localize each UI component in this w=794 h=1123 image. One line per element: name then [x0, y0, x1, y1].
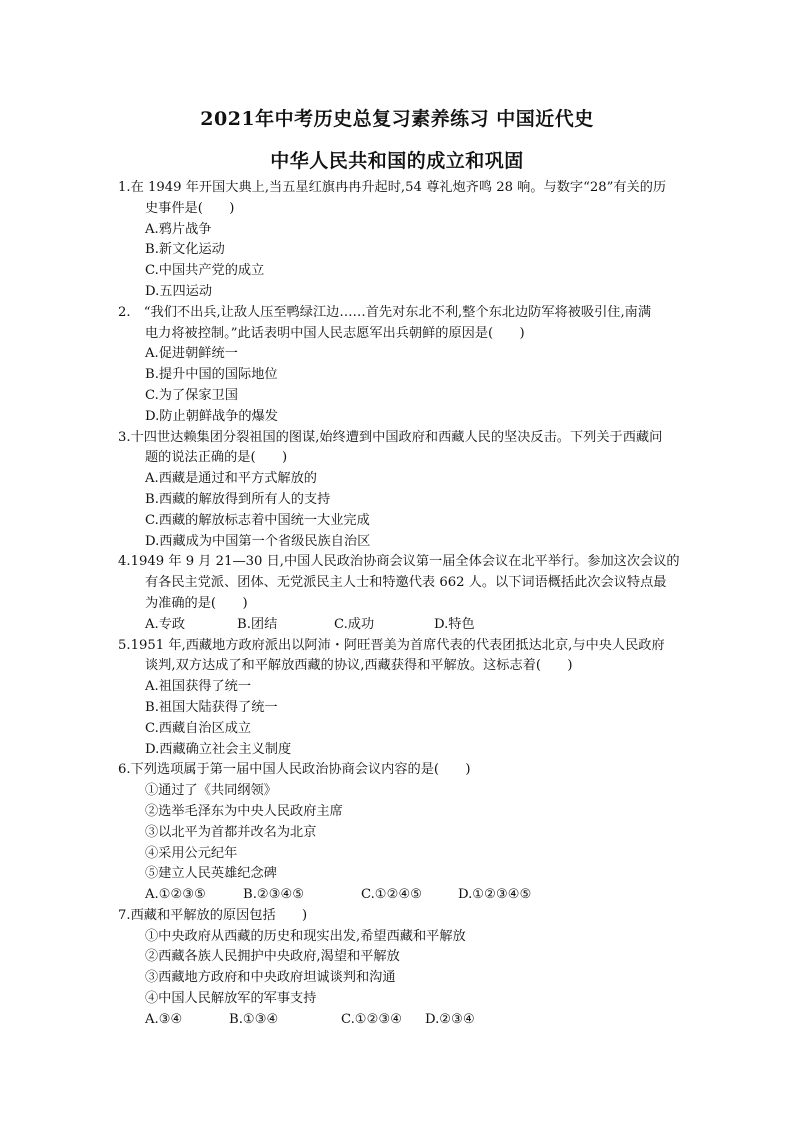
question-stem: 5.1951 年,西藏地方政府派出以阿沛・阿旺晋美为首席代表的代表团抵达北京,与中央人民政府	[118, 637, 665, 653]
question-2	[118, 303, 703, 428]
question-4	[118, 552, 703, 635]
option-a: A.①②③⑤	[145, 887, 207, 903]
option-d: D.西藏确立社会主义制度	[145, 741, 292, 757]
question-list	[118, 178, 703, 1031]
option-d: D.②③④	[425, 1011, 475, 1027]
option-a: A.促进朝鲜统一	[145, 346, 238, 362]
page-subtitle: 中华人民共和国的成立和巩固	[270, 150, 524, 172]
option-b: B.①③④	[229, 1011, 279, 1027]
question-stem: 1.在 1949 年开国大典上,当五星红旗冉冉升起时,54 尊礼炮齐鸣 28 响。与数字“28”有关的历	[118, 180, 667, 195]
statement-item: ②选举毛泽东为中央人民政府主席	[145, 803, 343, 819]
option-a: A.③④	[145, 1011, 183, 1027]
option-d: D.①②③④⑤	[458, 887, 532, 903]
option-d: D.西藏成为中国第一个省级民族自治区	[145, 533, 371, 549]
option-b: B.提升中国的国际地位	[145, 367, 278, 383]
option-row	[118, 885, 703, 906]
option-c: C.①②④⑤	[361, 887, 423, 903]
option-a: A.专政	[145, 616, 186, 632]
option-b: B.新文化运动	[145, 242, 225, 258]
question-stem-continued: 电力将被控制。”此话表明中国人民志愿军出兵朝鲜的原因是( )	[145, 325, 525, 341]
option-d: D.五四运动	[145, 283, 213, 299]
question-stem-continued: 题的说法正确的是( )	[145, 450, 288, 466]
option-row	[118, 1010, 703, 1031]
question-6	[118, 760, 703, 906]
option-c: C.西藏的解放标志着中国统一大业完成	[145, 512, 370, 528]
statement-item: ③以北平为首都并改名为北京	[145, 824, 317, 840]
question-5	[118, 636, 703, 761]
page-title: 2021年中考历史总复习素养练习 中国近代史	[200, 108, 594, 130]
option-b: B.祖国大陆获得了统一	[145, 699, 278, 715]
question-stem: 4.1949 年 9 月 21—30 日,中国人民政治协商会议第一届全体会议在北平举行。参加这次会议的	[118, 554, 680, 570]
option-row	[118, 615, 703, 636]
option-c: C.①②③④	[341, 1011, 403, 1027]
question-stem-continued: 史事件是( )	[145, 200, 235, 216]
question-stem-continued: 为准确的是( )	[145, 595, 248, 611]
option-d: D.防止朝鲜战争的爆发	[145, 408, 278, 424]
statement-item: ⑤建立人民英雄纪念碑	[145, 866, 277, 882]
statement-item: ①中央政府从西藏的历史和现实出发,希望西藏和平解放	[145, 928, 466, 944]
question-stem: 7.西藏和平解放的原因包括 )	[118, 907, 308, 923]
question-3	[118, 428, 703, 553]
question-stem-continued: 谈判,双方达成了和平解放西藏的协议,西藏获得和平解放。这标志着( )	[145, 658, 573, 674]
option-a: A.祖国获得了统一	[145, 679, 252, 695]
statement-item: ④中国人民解放军的军事支持	[145, 991, 317, 1007]
statement-item: ②西藏各族人民拥护中央政府,渴望和平解放	[145, 949, 400, 965]
question-stem: 2. “我们不出兵,让敌人压至鸭绿江边……首先对东北不利,整个东北边防军将被吸引住,南满	[118, 304, 652, 320]
question-stem: 6.下列选项属于第一届中国人民政治协商会议内容的是( )	[118, 762, 471, 778]
question-7	[118, 906, 703, 1031]
option-c: C.成功	[334, 616, 375, 632]
question-1	[118, 178, 703, 303]
option-c: C.中国共产党的成立	[145, 263, 265, 279]
option-b: B.②③④⑤	[243, 887, 305, 903]
question-stem: 3.十四世达赖集团分裂祖国的图谋,始终遭到中国政府和西藏人民的坚决反击。下列关于西藏问	[118, 429, 663, 445]
option-a: A.鸦片战争	[145, 221, 212, 237]
question-stem-continued: 有各民主党派、团体、无党派民主人士和特邀代表 662 人。以下词语概括此次会议特点最	[145, 575, 667, 591]
statement-item: ④采用公元纪年	[145, 845, 238, 861]
option-b: B.团结	[237, 616, 278, 632]
option-b: B.西藏的解放得到所有人的支持	[145, 491, 331, 507]
option-a: A.西藏是通过和平方式解放的	[145, 471, 317, 487]
statement-item: ①通过了《共同纲领》	[145, 783, 277, 799]
option-c: C.西藏自治区成立	[145, 720, 252, 736]
option-d: D.特色	[434, 616, 475, 632]
statement-item: ③西藏地方政府和中央政府坦诚谈判和沟通	[145, 970, 396, 986]
option-c: C.为了保家卫国	[145, 387, 238, 403]
